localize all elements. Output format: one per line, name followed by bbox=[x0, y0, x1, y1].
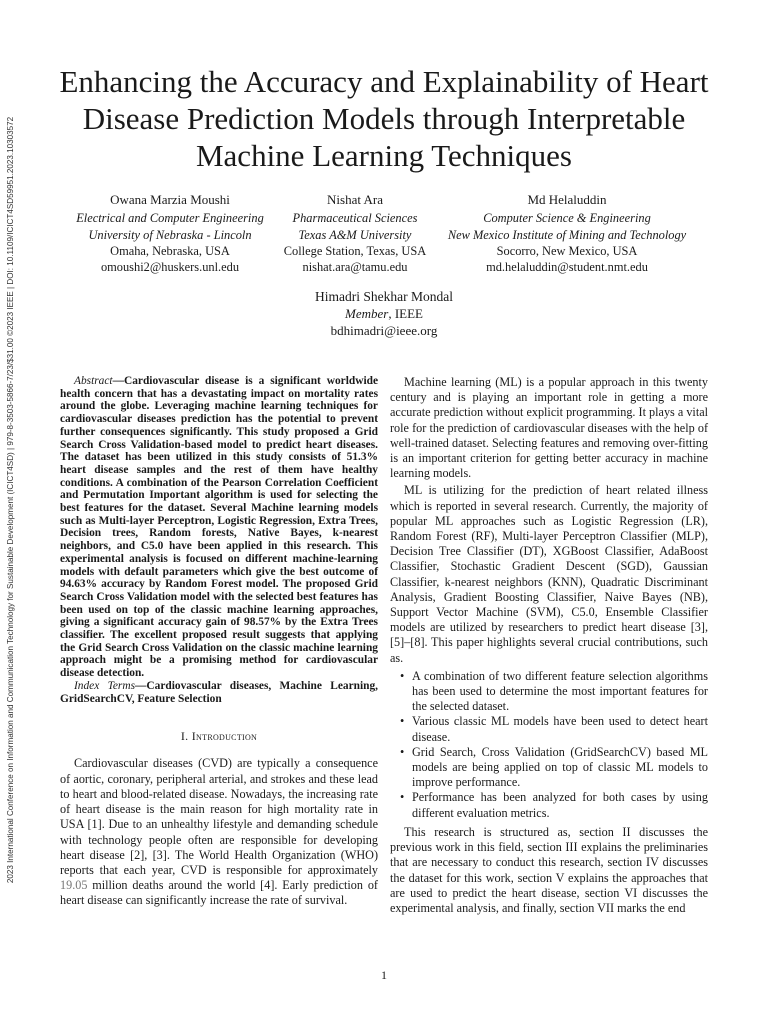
author-institution: Texas A&M University bbox=[298, 227, 412, 242]
side-doi-identifier: 2023 International Conference on Information and Communication Technology for Sustainable Development (ICICT4SD) | 979-8-3503-5866-7/23/$31.00 ©2023 IEEE | DOI: 10.1109/ICICT4SD59951.2023.10303572 bbox=[6, 116, 15, 884]
author-role bbox=[240, 305, 528, 322]
author-institution: University of Nebraska - Lincoln bbox=[88, 227, 252, 242]
page-number: 1 bbox=[381, 968, 387, 982]
abstract-label: Abstract bbox=[74, 375, 113, 387]
author-location: Socorro, New Mexico, USA bbox=[496, 243, 638, 258]
author-name: Nishat Ara bbox=[327, 192, 383, 207]
paragraph: ML is utilizing for the prediction of heart related illness which is reported in several research. Currently, the majority of popular ML approaches such as Logistic Regression (LR), Random Forest (RF), Multi-layer Perceptron Classifier (MLP), Decision Tree Classifier (DT), XGBoost Classifier, AdaBoost Classifier, Stochastic Gradient Descent (SGD), Gaussian Classifier, k-nearest neighbors (KNN), Quadratic Discriminant Analysis, Gradient Boosting Classifier, Naive Bayes (NB), Support Vector Machine (SVM), C5.0, Ensemble Classifier models are utilized by researchers to predict heart disease [3], [5]–[8]. This paper highlights several crucial contributions, such as. bbox=[390, 483, 708, 665]
paragraph: Machine learning (ML) is a popular approach in this twenty century and is playing an important role in getting a more accurate prediction without explicit programming. It plays a vital role for the prediction of cardiovascular diseases with the help of well-trained dataset. Selecting features and removing over-fitting is an important criterion for getting better accuracy in machine learning models. bbox=[390, 375, 708, 481]
author-block bbox=[436, 192, 698, 275]
author-role-org: , IEEE bbox=[388, 306, 423, 321]
abstract-text: —Cardiovascular disease is a significant worldwide health concern that has a devastating impact on mortality rates around the globe. Leveraging machine learning techniques for cardiovascular diseases prediction has the potential to prevent further consequences significantly. This study proposed a Grid Search Cross Validation-based model to predict heart diseases. The dataset has been utilized in this study consists of 51.3% heart disease samples and the rest of them have healthy conditions. A combination of the Pearson Correlation Coefficient and Permutation Important algorithm is used for selecting the best features for the dataset. Several Machine learning models such as Multi-layer Perceptron, Logistic Regression, Extra Trees, Decision trees, Random forests, Native Bayes, k-nearest neighbors, and C5.0 have been applied in this research. This experimental analysis is focused on different machine-learning models with default parameters which give the best outcome of 94.63% accuracy by Random Forest model. The proposed Grid Search Cross Validation model with the selected best features has been used on top of the classic machine learning approaches, giving a significant accuracy gain of 98.57% by the Extra Trees classifier. The excellent proposed result suggests that applying the Grid Search Cross Validation on the classic machine learning approach might be a promising method for cardiovascular disease detection. bbox=[60, 375, 378, 680]
intro-text-a: Cardiovascular diseases (CVD) are typically a consequence of aortic, coronary, peripheral arterial, and strokes and these lead to heart and blood-related disease. Nowadays, the increasing rate of heart disease is the main reason for high mortality rate in USA [1]. Due to an unhealthy lifestyle and demanding schedule with technology people often are responsible for developing heart disease [2], [3]. The World Health Organization (WHO) reports that each year, CVD is responsible for approximately bbox=[60, 756, 378, 877]
author-institution: New Mexico Institute of Mining and Technology bbox=[447, 227, 687, 242]
list-item: • A combination of two different feature selection algorithms has been used to determine the most important features for the selected dataset. bbox=[412, 669, 708, 715]
author-name: Himadri Shekhar Mondal bbox=[315, 289, 453, 304]
author-name: Owana Marzia Moushi bbox=[110, 192, 230, 207]
paragraph: This research is structured as, section II discusses the previous work in this field, section III explains the preliminaries that are necessary to conduct this research, section IV discusses the dataset for this work, section V explains the approaches that are used to predict the heart disease, section VI discusses the experimental analysis, and finally, section VII marks the end bbox=[390, 824, 708, 915]
abstract bbox=[60, 375, 378, 680]
index-terms-text: —Cardiovascular diseases, Machine Learning, GridSearchCV, Feature Selection bbox=[60, 679, 378, 705]
intro-paragraph bbox=[60, 756, 378, 908]
author-block bbox=[264, 192, 446, 275]
author-block bbox=[240, 288, 528, 339]
list-item: • Various classic ML models have been used to detect heart disease. bbox=[412, 714, 708, 744]
index-terms bbox=[60, 680, 378, 705]
author-department: Pharmaceutical Sciences bbox=[292, 211, 418, 226]
author-department: Electrical and Computer Engineering bbox=[76, 211, 264, 226]
right-column bbox=[390, 375, 708, 916]
intro-number: 19.05 bbox=[60, 878, 88, 893]
author-location: College Station, Texas, USA bbox=[283, 243, 427, 258]
list-item: • Performance has been analyzed for both cases by using different evaluation metrics. bbox=[412, 790, 708, 820]
author-role-member: Member bbox=[345, 306, 389, 321]
author-email: md.helaluddin@student.nmt.edu bbox=[486, 260, 648, 275]
author-location: Omaha, Nebraska, USA bbox=[110, 243, 230, 258]
author-email: omoushi2@huskers.unl.edu bbox=[100, 260, 240, 275]
left-column bbox=[60, 375, 378, 909]
author-email: bdhimadri@ieee.org bbox=[330, 323, 438, 338]
author-department: Computer Science & Engineering bbox=[483, 211, 651, 226]
section-heading: I. Introduction bbox=[180, 729, 258, 744]
index-terms-label: Index Terms bbox=[74, 679, 136, 692]
author-email: nishat.ara@tamu.edu bbox=[302, 260, 408, 275]
list-item: • Grid Search, Cross Validation (GridSearchCV) based ML models are being applied on top of classic ML models to improve performance. bbox=[412, 745, 708, 791]
paper-title: Enhancing the Accuracy and Explainability of Heart Disease Prediction Models through Interpretable Machine Learning Techniques bbox=[59, 64, 709, 173]
author-name: Md Helaluddin bbox=[527, 192, 607, 207]
contributions-list bbox=[390, 669, 708, 821]
intro-text-b: million deaths around the world [4]. Early prediction of heart disease can significantly increase the rate of survival. bbox=[60, 878, 378, 908]
author-block bbox=[64, 192, 276, 275]
